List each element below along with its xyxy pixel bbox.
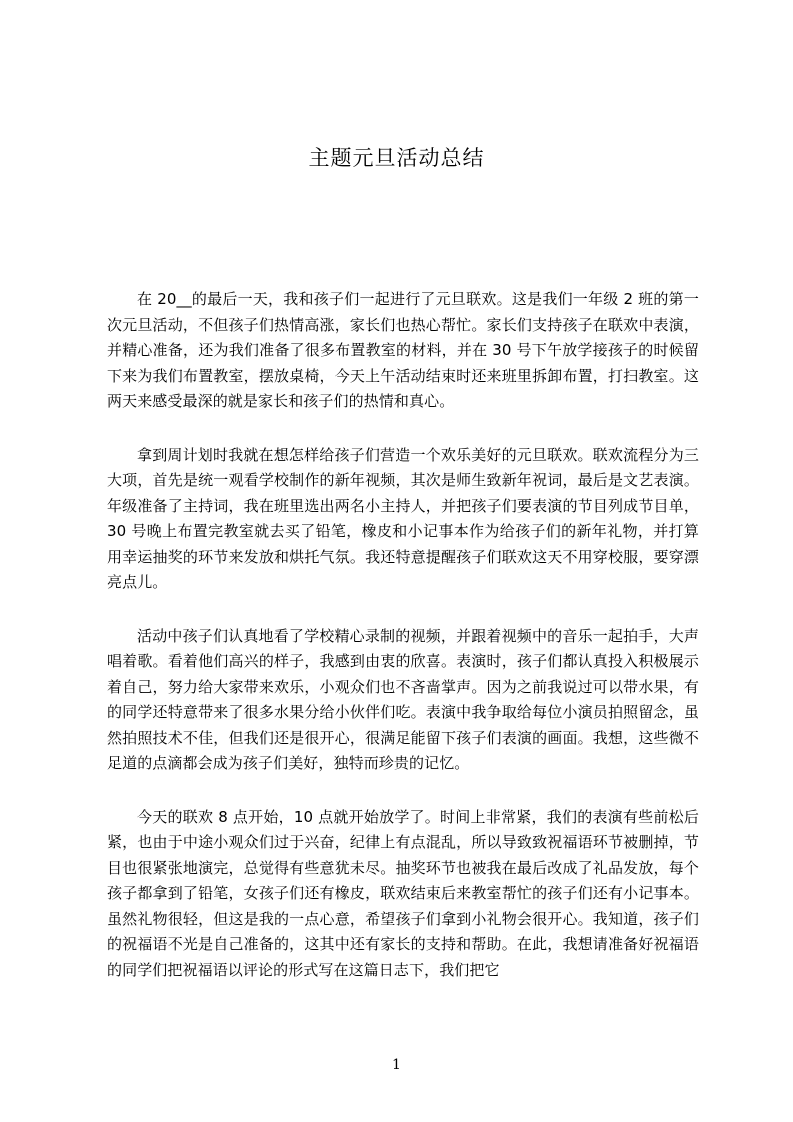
paragraph-2: 拿到周计划时我就在想怎样给孩子们营造一个欢乐美好的元旦联欢。联欢流程分为三大项，首先是统一观看学校制作的新年视频，其次是师生致新年祝词，最后是文艺表演。年级准备了主持词，我在班里选出两名小主持人，并把孩子们要表演的节目列成节目单，30 号晚上布置完教室就去买了铅笔，橡皮和小记事本作为给孩子们的新年礼物，并打算用幸运抽奖的环节来发放和烘托气氛。我还特意提醒孩子们联欢这天不用穿校服，要穿漂亮点儿。 [107,445,699,591]
document-body [107,287,699,1011]
paragraph-1: 在 20__的最后一天，我和孩子们一起进行了元旦联欢。这是我们一年级 2 班的第一次元旦活动，不但孩子们热情高涨，家长们也热心帮忙。家长们支持孩子在联欢中表演，并精心准备，还为我们准备了很多布置教室的材料，并在 30 号下午放学接孩子的时候留下来为我们布置教室，摆放桌椅，今天上午活动结束时还来班里拆卸布置，打扫教室。这两天来感受最深的就是家长和孩子们的热情和真心。 [107,290,699,410]
paragraph-3: 活动中孩子们认真地看了学校精心录制的视频，并跟着视频中的音乐一起拍手，大声唱着歌。看着他们高兴的样子，我感到由衷的欣喜。表演时，孩子们都认真投入积极展示着自己，努力给大家带来欢乐，小观众们也不吝啬掌声。因为之前我说过可以带水果，有的同学还特意带来了很多水果分给小伙伴们吃。表演中我争取给每位小演员拍照留念，虽然拍照技术不佳，但我们还是很开心，很满足能留下孩子们表演的画面。我想，这些微不足道的点滴都会成为孩子们美好，独特而珍贵的记忆。 [107,626,699,772]
document-title: 主题元旦活动总结 [308,146,485,170]
page-number: 1 [392,1057,401,1073]
paragraph-4: 今天的联欢 8 点开始，10 点就开始放学了。时间上非常紧，我们的表演有些前松后紧，也由于中途小观众们过于兴奋，纪律上有点混乱，所以导致致祝福语环节被删掉，节目也很紧张地演完，总觉得有些意犹未尽。抽奖环节也被我在最后改成了礼品发放，每个孩子都拿到了铅笔，女孩子们还有橡皮，联欢结束后来教室帮忙的孩子们还有小记事本。虽然礼物很轻，但这是我的一点心意，希望孩子们拿到小礼物会很开心。我知道，孩子们的祝福语不光是自己准备的，这其中还有家长的支持和帮助。在此，我想请准备好祝福语的同学们把祝福语以评论的形式写在这篇日志下，我们把它 [107,807,699,979]
